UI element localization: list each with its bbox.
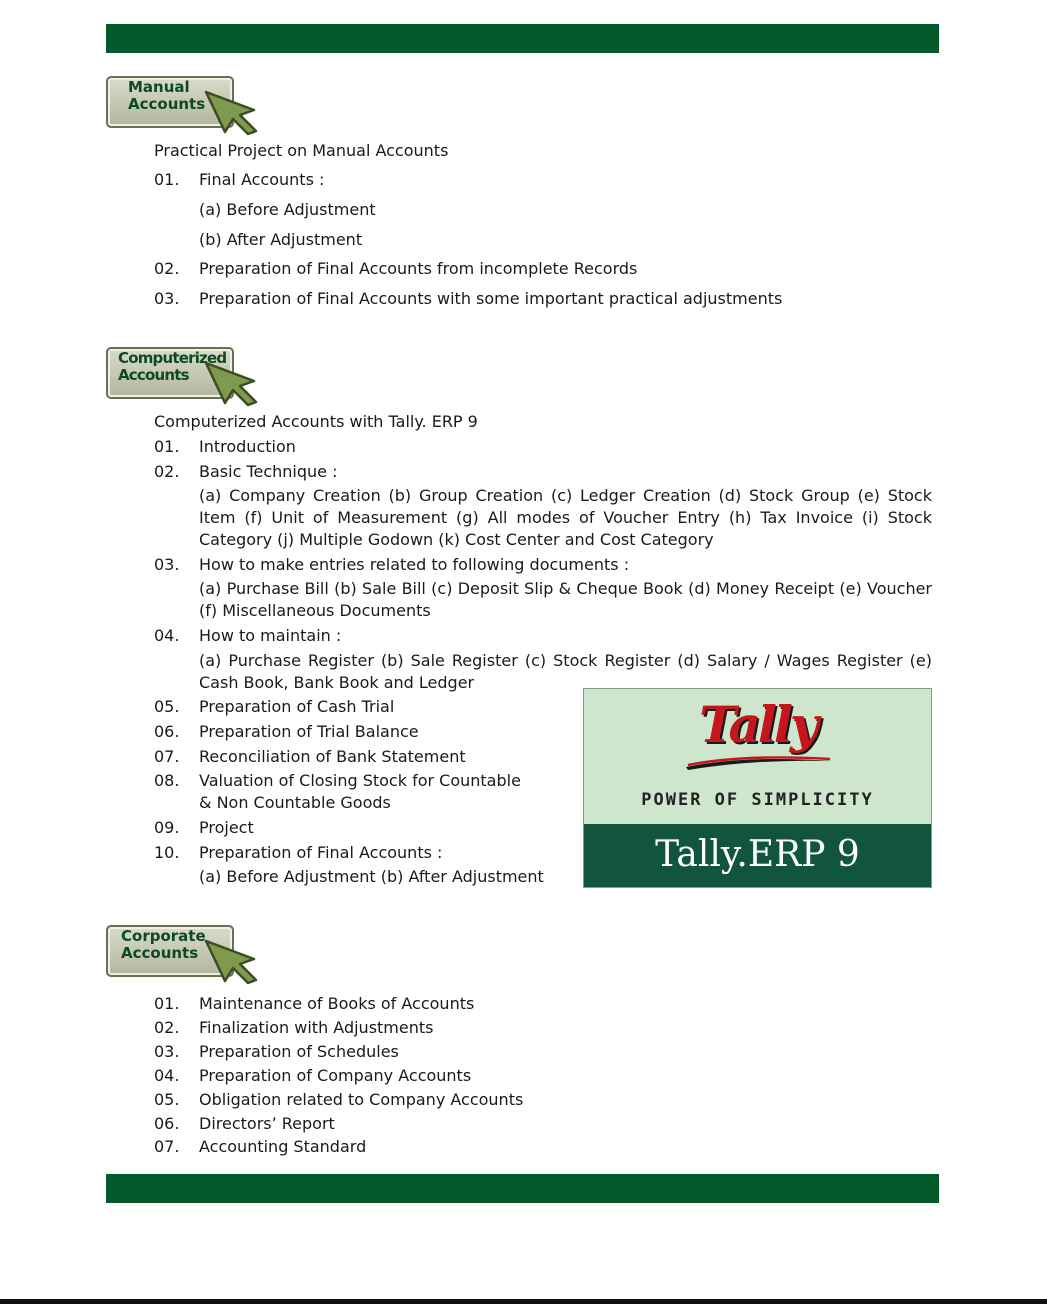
item-text: Preparation of Cash Trial	[199, 697, 395, 716]
item-text: (a) Before Adjustment (b) After Adjustment	[199, 867, 544, 886]
computerized-accounts-badge	[106, 347, 258, 405]
item-number: 06.	[154, 1114, 180, 1133]
item-number: 01.	[154, 170, 180, 189]
item-text: Preparation of Final Accounts with some important practical adjustments	[199, 289, 783, 308]
item-detail: (a) Company Creation (b) Group Creation (c) Ledger Creation (d) Stock Group (e) Stock Item (f) Unit of Measurement (g) All modes of Voucher Entry (h) Tax Invoice (i) Stock Category (j) Multiple Godown (k) Cost Center and Cost Category	[199, 486, 932, 549]
item-number: 04.	[154, 1066, 180, 1085]
item-text: Preparation of Trial Balance	[199, 722, 419, 741]
item-number: 08.	[154, 771, 180, 790]
item-number: 04.	[154, 626, 180, 645]
item-number: 07.	[154, 1137, 180, 1156]
item-number: 02.	[154, 259, 180, 278]
item-number: 06.	[154, 722, 180, 741]
item-text: Preparation of Final Accounts :	[199, 843, 443, 862]
item-text: (b) After Adjustment	[199, 230, 363, 249]
item-detail: (a) Purchase Bill (b) Sale Bill (c) Deposit Slip & Cheque Book (d) Money Receipt (e) Voucher (f) Miscellaneous Documents	[199, 579, 932, 620]
item-text: Project	[199, 818, 254, 837]
page-bottom-rule	[0, 1299, 1047, 1304]
item-text: Reconciliation of Bank Statement	[199, 747, 466, 766]
tally-product-name: Tally.ERP 9	[655, 834, 860, 875]
item-text: Obligation related to Company Accounts	[199, 1090, 524, 1109]
tally-slogan: POWER OF SIMPLICITY	[641, 790, 874, 810]
item-text: How to make entries related to following documents :	[199, 555, 630, 574]
item-text: & Non Countable Goods	[199, 793, 391, 812]
footer-bar	[106, 1174, 939, 1203]
item-text: Directors’ Report	[199, 1114, 335, 1133]
swoosh-icon	[684, 755, 834, 771]
item-text: Introduction	[199, 437, 296, 456]
item-number: 02.	[154, 1018, 180, 1037]
badge-line-2: Accounts	[118, 366, 189, 384]
item-number: 03.	[154, 555, 180, 574]
item-number: 02.	[154, 462, 180, 481]
item-detail: (a) Purchase Register (b) Sale Register (c) Stock Register (d) Salary / Wages Register (e) Cash Book, Bank Book and Ledger	[199, 651, 932, 692]
badge-line-1: Corporate	[121, 927, 206, 945]
item-text: Accounting Standard	[199, 1137, 367, 1156]
tally-wordmark: Tally	[699, 695, 816, 754]
item-number: 09.	[154, 818, 180, 837]
item-number: 01.	[154, 437, 180, 456]
computerized-intro: Computerized Accounts with Tally. ERP 9	[154, 412, 478, 431]
item-number: 05.	[154, 1090, 180, 1109]
badge-line-1: Manual	[128, 78, 190, 96]
manual-intro: Practical Project on Manual Accounts	[154, 141, 449, 160]
badge-line-2: Accounts	[121, 944, 199, 962]
item-text: Basic Technique :	[199, 462, 338, 481]
item-text: Final Accounts :	[199, 170, 325, 189]
item-text: Finalization with Adjustments	[199, 1018, 434, 1037]
item-number: 03.	[154, 1042, 180, 1061]
tally-logo	[583, 688, 932, 888]
item-number: 05.	[154, 697, 180, 716]
pointer-arrow-icon	[204, 361, 260, 407]
manual-accounts-badge	[106, 76, 258, 134]
item-text: Preparation of Company Accounts	[199, 1066, 472, 1085]
item-number: 10.	[154, 843, 180, 862]
corporate-accounts-badge	[106, 925, 258, 983]
header-bar	[106, 24, 939, 53]
item-number: 03.	[154, 289, 180, 308]
item-text: How to maintain :	[199, 626, 342, 645]
badge-line-2: Accounts	[128, 95, 206, 113]
item-number: 01.	[154, 994, 180, 1013]
item-text: Valuation of Closing Stock for Countable	[199, 771, 521, 790]
badge-line-1: Computerized	[118, 349, 227, 367]
item-number: 07.	[154, 747, 180, 766]
item-text: Preparation of Final Accounts from incomplete Records	[199, 259, 638, 278]
pointer-arrow-icon	[204, 939, 260, 985]
item-text: (a) Before Adjustment	[199, 200, 376, 219]
pointer-arrow-icon	[204, 90, 260, 136]
item-text: Preparation of Schedules	[199, 1042, 399, 1061]
item-text: Maintenance of Books of Accounts	[199, 994, 475, 1013]
